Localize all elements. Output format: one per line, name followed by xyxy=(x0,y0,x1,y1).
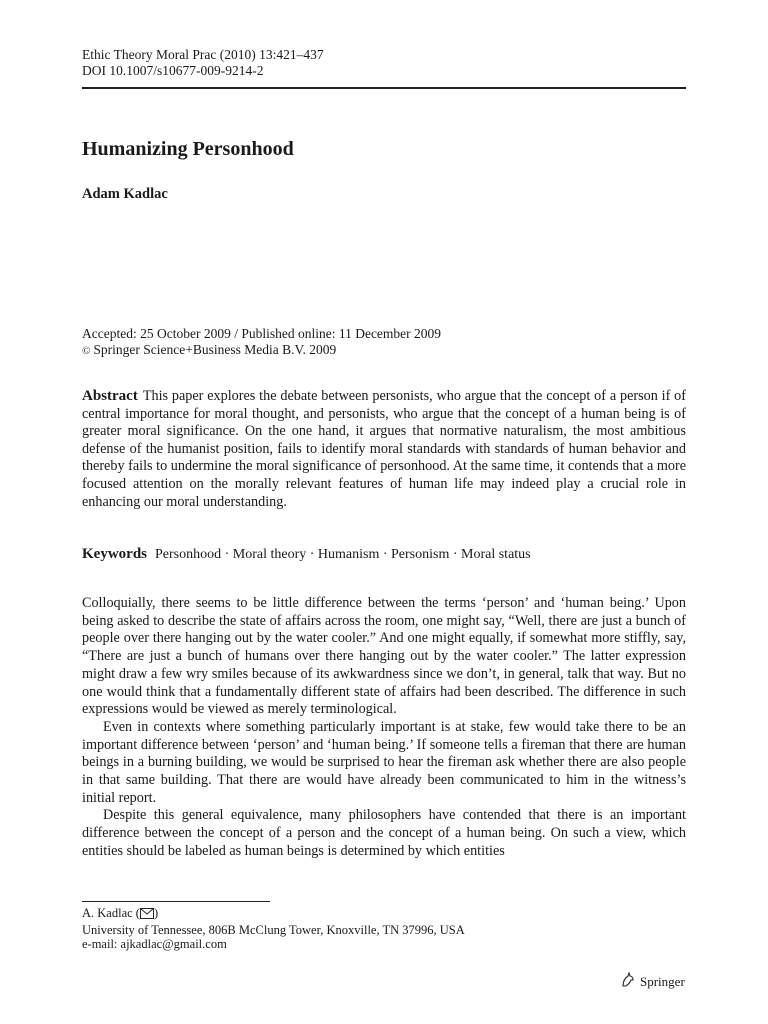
copyright-line xyxy=(82,342,441,359)
footnote-author-suffix: ) xyxy=(153,906,159,920)
journal-citation: Ethic Theory Moral Prac (2010) 13:421–437 xyxy=(82,47,324,62)
springer-horse-icon xyxy=(620,972,636,992)
copyright-text: Springer Science+Business Media B.V. 2009 xyxy=(93,342,337,357)
keywords-text: Personhood · Moral theory · Humanism · Personism · Moral status xyxy=(155,547,531,562)
header-rule xyxy=(82,87,686,89)
body-paragraph: Colloquially, there seems to be little difference between the terms ‘person’ and ‘human being.’ Upon being asked to describe the state of affairs across the room, one might say, “Well, there are just a bunch of people over there hanging out by the water cooler.” And one might equally, if somewhat more stiffly, say, “There are just a bunch of humans over there hanging out by the water cooler.” The latter expression might draw a few wry smiles because of its awkwardness since we don’t, in general, talk that way. But no one would think that a fundamentally different state of affairs had been described. The difference in such expressions would be viewed as merely terminological. xyxy=(82,595,686,718)
keywords-section xyxy=(82,546,686,563)
author-footnote xyxy=(82,906,465,952)
footnote-email[interactable]: e-mail: ajkadlac@gmail.com xyxy=(82,937,227,952)
envelope-icon xyxy=(140,908,154,923)
accepted-published-line: Accepted: 25 October 2009 / Published online: 11 December 2009 xyxy=(82,326,442,341)
publication-dates xyxy=(82,326,441,359)
footnote-author-prefix: A. Kadlac ( xyxy=(82,906,140,920)
footnote-rule xyxy=(82,901,270,902)
body-paragraph: Despite this general equivalence, many philosophers have contended that there is an important difference between the concept of a person and the concept of a human being. On such a view, which entities should be labeled as human beings is determined by which entities xyxy=(82,807,686,859)
keywords-label: Keywords xyxy=(82,546,147,562)
paper-title: Humanizing Personhood xyxy=(82,138,294,160)
publisher-logo xyxy=(620,972,685,992)
abstract-section xyxy=(82,388,686,511)
journal-doi: DOI 10.1007/s10677-009-9214-2 xyxy=(82,63,264,78)
body-text xyxy=(82,595,686,861)
publisher-name: Springer xyxy=(640,974,685,989)
footnote-author-line xyxy=(82,906,465,923)
copyright-icon: © xyxy=(82,345,91,357)
journal-header xyxy=(82,47,324,79)
body-paragraph: Even in contexts where something particularly important is at stake, few would take there to be an important difference between ‘person’ and ‘human being.’ If someone tells a fireman that there are human beings in a burning building, we would be surprised to hear the fireman ask whether there are also people in that same building. That there are would have already been communicated to him in the witness’s initial report. xyxy=(82,718,686,806)
abstract-text: This paper explores the debate between personists, who argue that the concept of a person if of central importance for moral thought, and personists, who argue that the concept of a human being is of greater moral significance. On the one hand, it argues that normative naturalism, the most ambitious defense of the humanist position, fails to identify moral standards with standards of human behavior and thereby fails to undermine the moral significance of personhood. At the same time, it contends that a more focused attention on the morally relevant features of human life may indeed play a crucial role in enhancing our moral understanding. xyxy=(82,388,686,510)
footnote-affiliation: University of Tennessee, 806B McClung Tower, Knoxville, TN 37996, USA xyxy=(82,922,465,937)
abstract-label: Abstract xyxy=(82,388,138,404)
paper-author: Adam Kadlac xyxy=(82,186,168,202)
